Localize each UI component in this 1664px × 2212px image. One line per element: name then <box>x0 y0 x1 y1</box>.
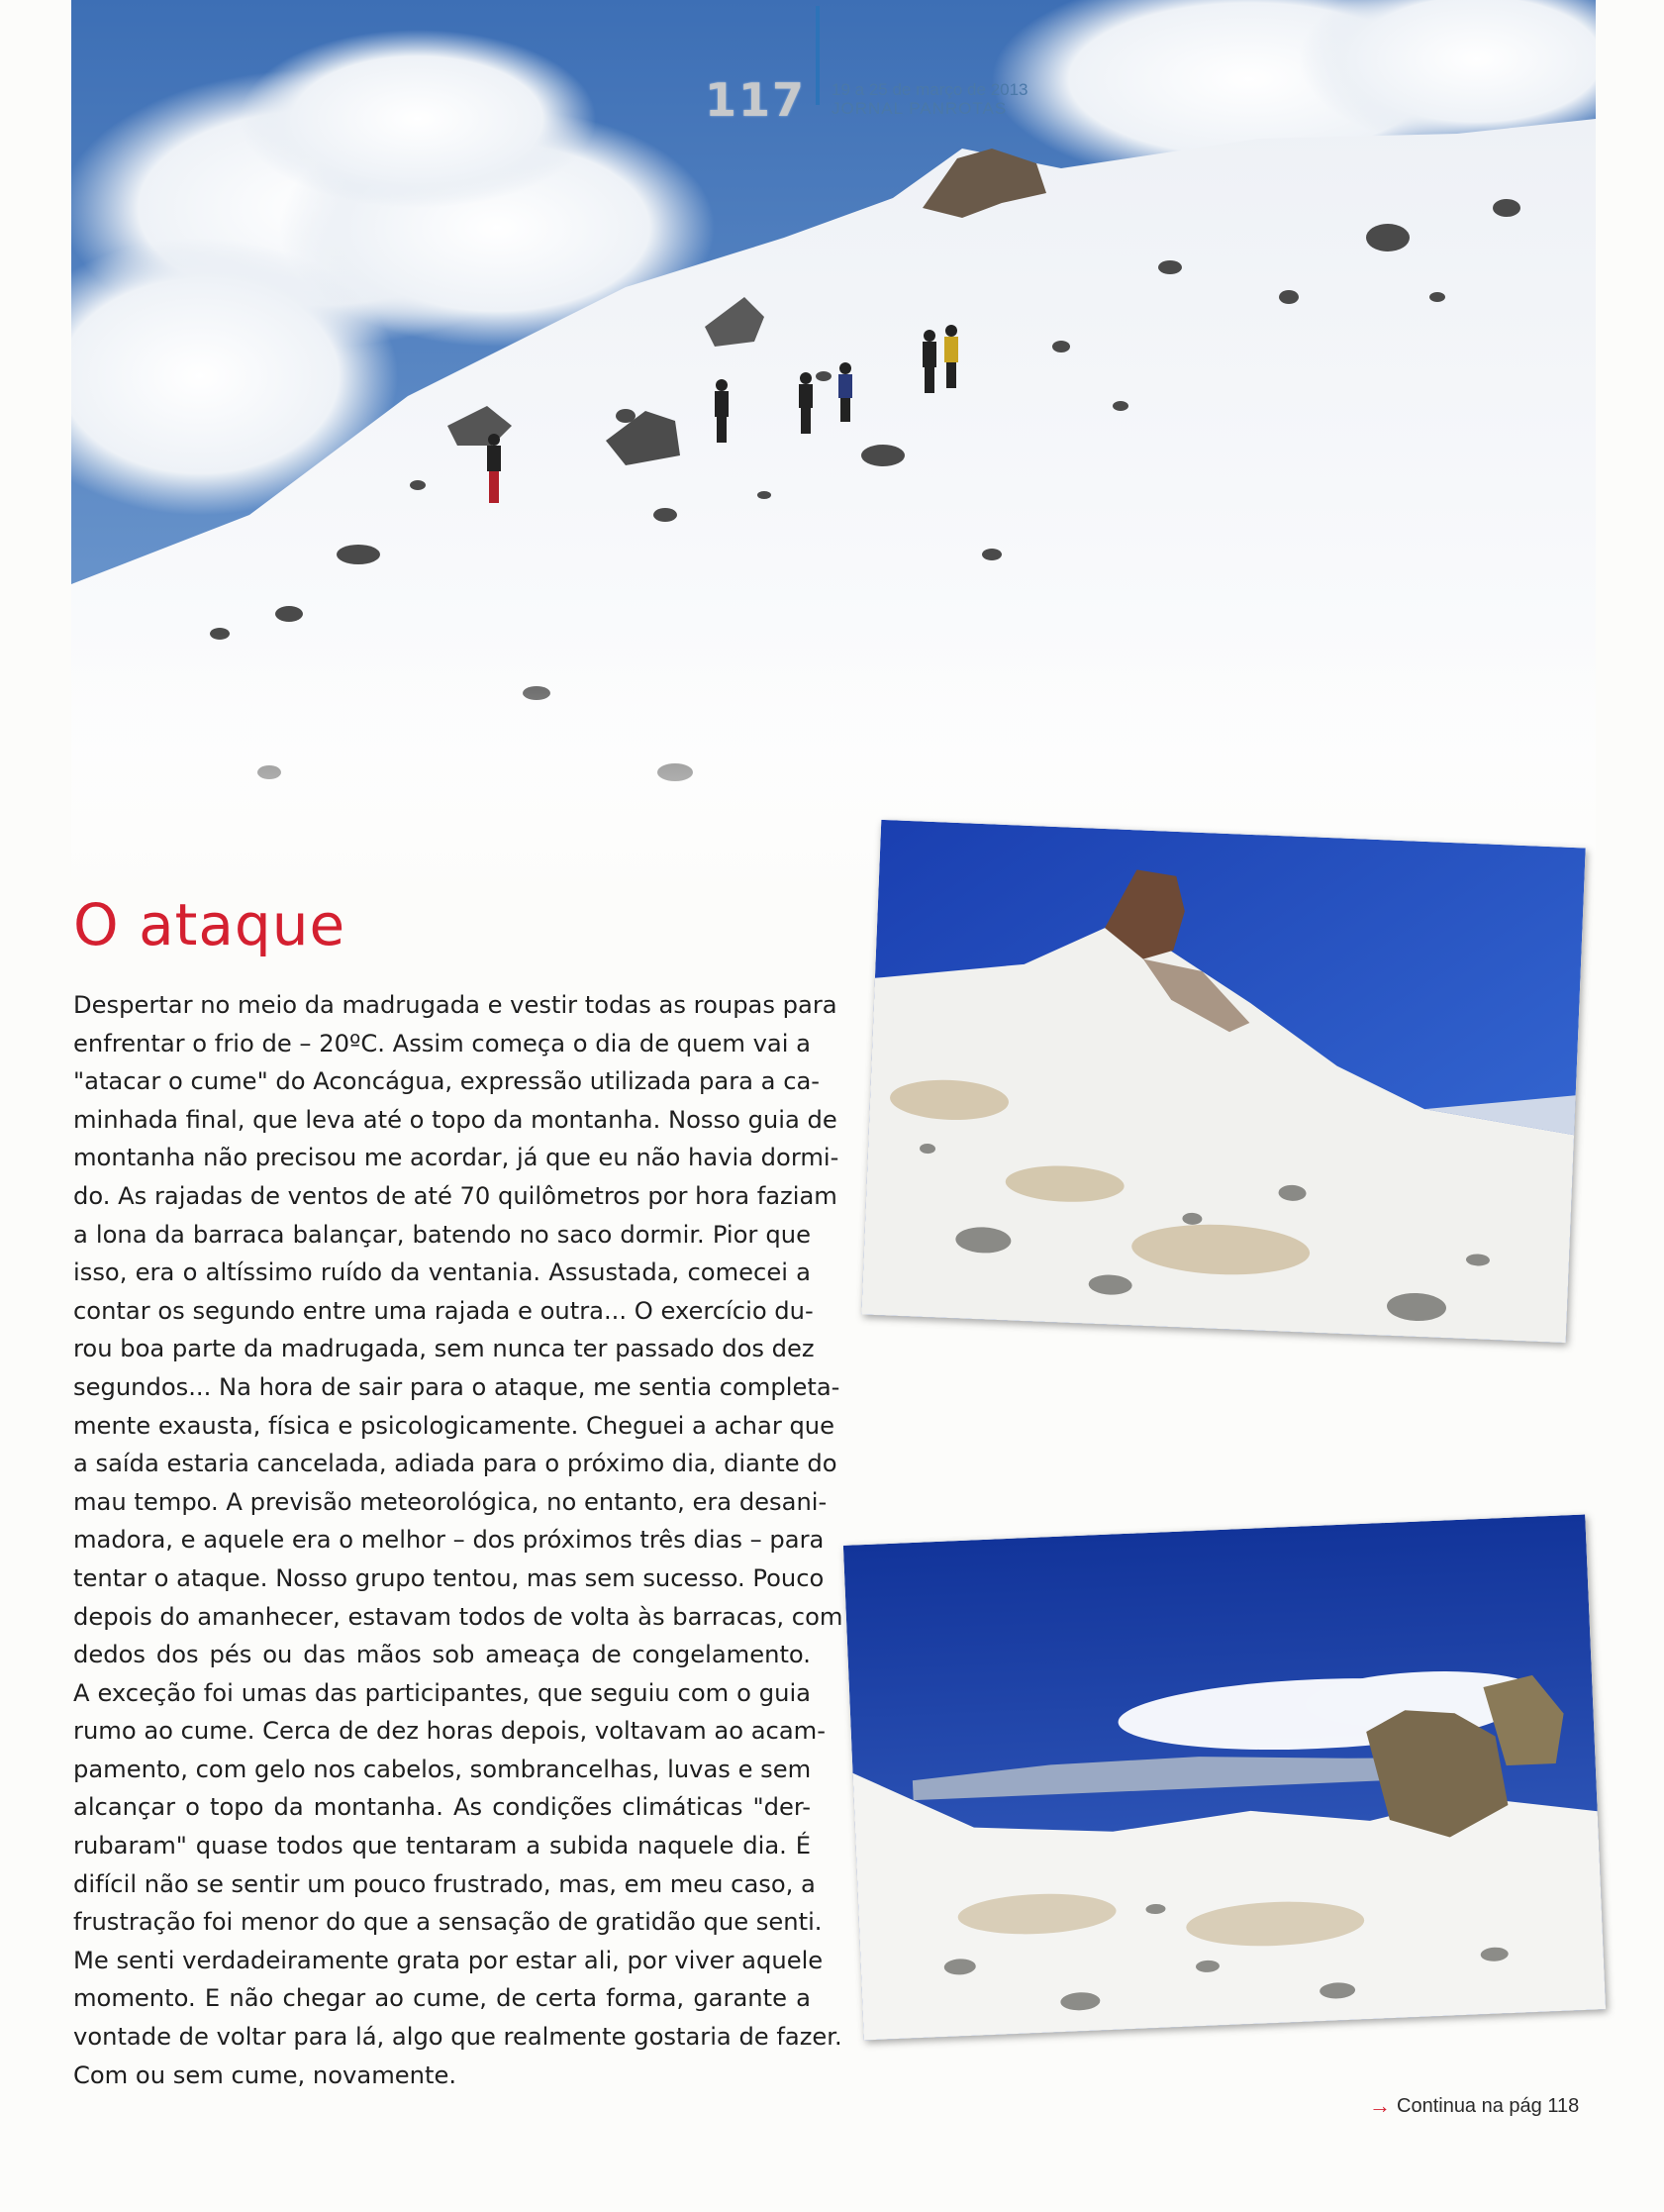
body-line: tentar o ataque. Nosso grupo tentou, mas sem sucesso. Pouco <box>73 1563 825 1592</box>
body-line: rubaram" quase todos que tentaram a subida naquele dia. É <box>73 1832 811 1860</box>
body-line: do. As rajadas de ventos de até 70 quilômetros por hora faziam <box>73 1181 837 1210</box>
body-line: mente exausta, física e psicologicamente. Cheguei a achar que <box>73 1411 835 1440</box>
body-line: segundos... Na hora de sair para o ataque, me sentia completa- <box>73 1372 840 1401</box>
body-line: a saída estaria cancelada, adiada para o próximo dia, diante do <box>73 1450 837 1478</box>
page-number: 117 <box>705 73 807 127</box>
body-line: minhada final, que leva até o topo da montanha. Nosso guia de <box>73 1105 837 1134</box>
body-line: rou boa parte da madrugada, sem nunca ter passado dos dez <box>73 1335 815 1363</box>
body-line: depois do amanhecer, estavam todos de volta às barracas, com <box>73 1602 843 1631</box>
article-body <box>73 986 843 2094</box>
header-divider <box>816 6 820 105</box>
body-line: contar os segundo entre uma rajada e outra... O exercício du- <box>73 1296 814 1325</box>
body-line: momento. E não chegar ao cume, de certa forma, garante a <box>73 1984 811 2013</box>
body-line: enfrentar o frio de – 20ºC. Assim começa o dia de quem vai a <box>73 1029 811 1057</box>
body-line: Com ou sem cume, novamente. <box>73 2061 457 2089</box>
body-line: rumo ao cume. Cerca de dez horas depois, voltavam ao acam- <box>73 1717 826 1746</box>
body-line: mau tempo. A previsão meteorológica, no entanto, era desani- <box>73 1487 828 1516</box>
body-line: pamento, com gelo nos cabelos, sombrancelhas, luvas e sem <box>73 1755 812 1783</box>
continue-text: Continua na pág 118 <box>1397 2094 1580 2117</box>
body-line: a lona da barraca balançar, batendo no saco dormir. Pior que <box>73 1220 811 1249</box>
continue-note <box>1369 2093 1579 2119</box>
body-line: alcançar o topo da montanha. As condições climáticas "der- <box>73 1793 811 1822</box>
body-line: Despertar no meio da madrugada e vestir todas as roupas para <box>73 991 837 1019</box>
body-line: frustração foi menor do que a sensação de gratidão que senti. <box>73 1908 823 1937</box>
body-line: vontade de voltar para lá, algo que realmente gostaria de fazer. <box>73 2023 842 2052</box>
body-line: Me senti verdadeiramente grata por estar ali, por viver aquele <box>73 1946 824 1974</box>
photo-rock-tower <box>861 820 1585 1343</box>
body-line: madora, e aquele era o melhor – dos próximos três dias – para <box>73 1526 825 1555</box>
photo-ridge-clouds-image <box>843 1515 1606 2041</box>
body-line: difícil não se sentir um pouco frustrado, mas, em meu caso, a <box>73 1869 816 1898</box>
body-line: dedos dos pés ou das mãos sob ameaça de congelamento. <box>73 1641 811 1669</box>
body-line: "atacar o cume" do Aconcágua, expressão utilizada para a ca- <box>73 1067 821 1096</box>
body-line: A exceção foi umas das participantes, que seguiu com o guia <box>73 1678 811 1707</box>
issue-date: 19 a 25 de março de 2013 <box>832 80 1028 99</box>
publication-name: JORNAL PANROTAS <box>832 99 1008 118</box>
page-header <box>705 75 1028 125</box>
article-title: O ataque <box>73 891 346 958</box>
photo-rock-tower-image <box>861 820 1585 1343</box>
hero-photo-climbers <box>71 0 1596 896</box>
arrow-right-icon: → <box>1369 2093 1391 2118</box>
body-line: montanha não precisou me acordar, já que eu não havia dormi- <box>73 1144 839 1172</box>
hero-photo-image <box>71 0 1596 896</box>
body-line: isso, era o altíssimo ruído da ventania. Assustada, comecei a <box>73 1258 811 1287</box>
header-info <box>832 75 1028 125</box>
photo-ridge-clouds <box>843 1515 1606 2041</box>
